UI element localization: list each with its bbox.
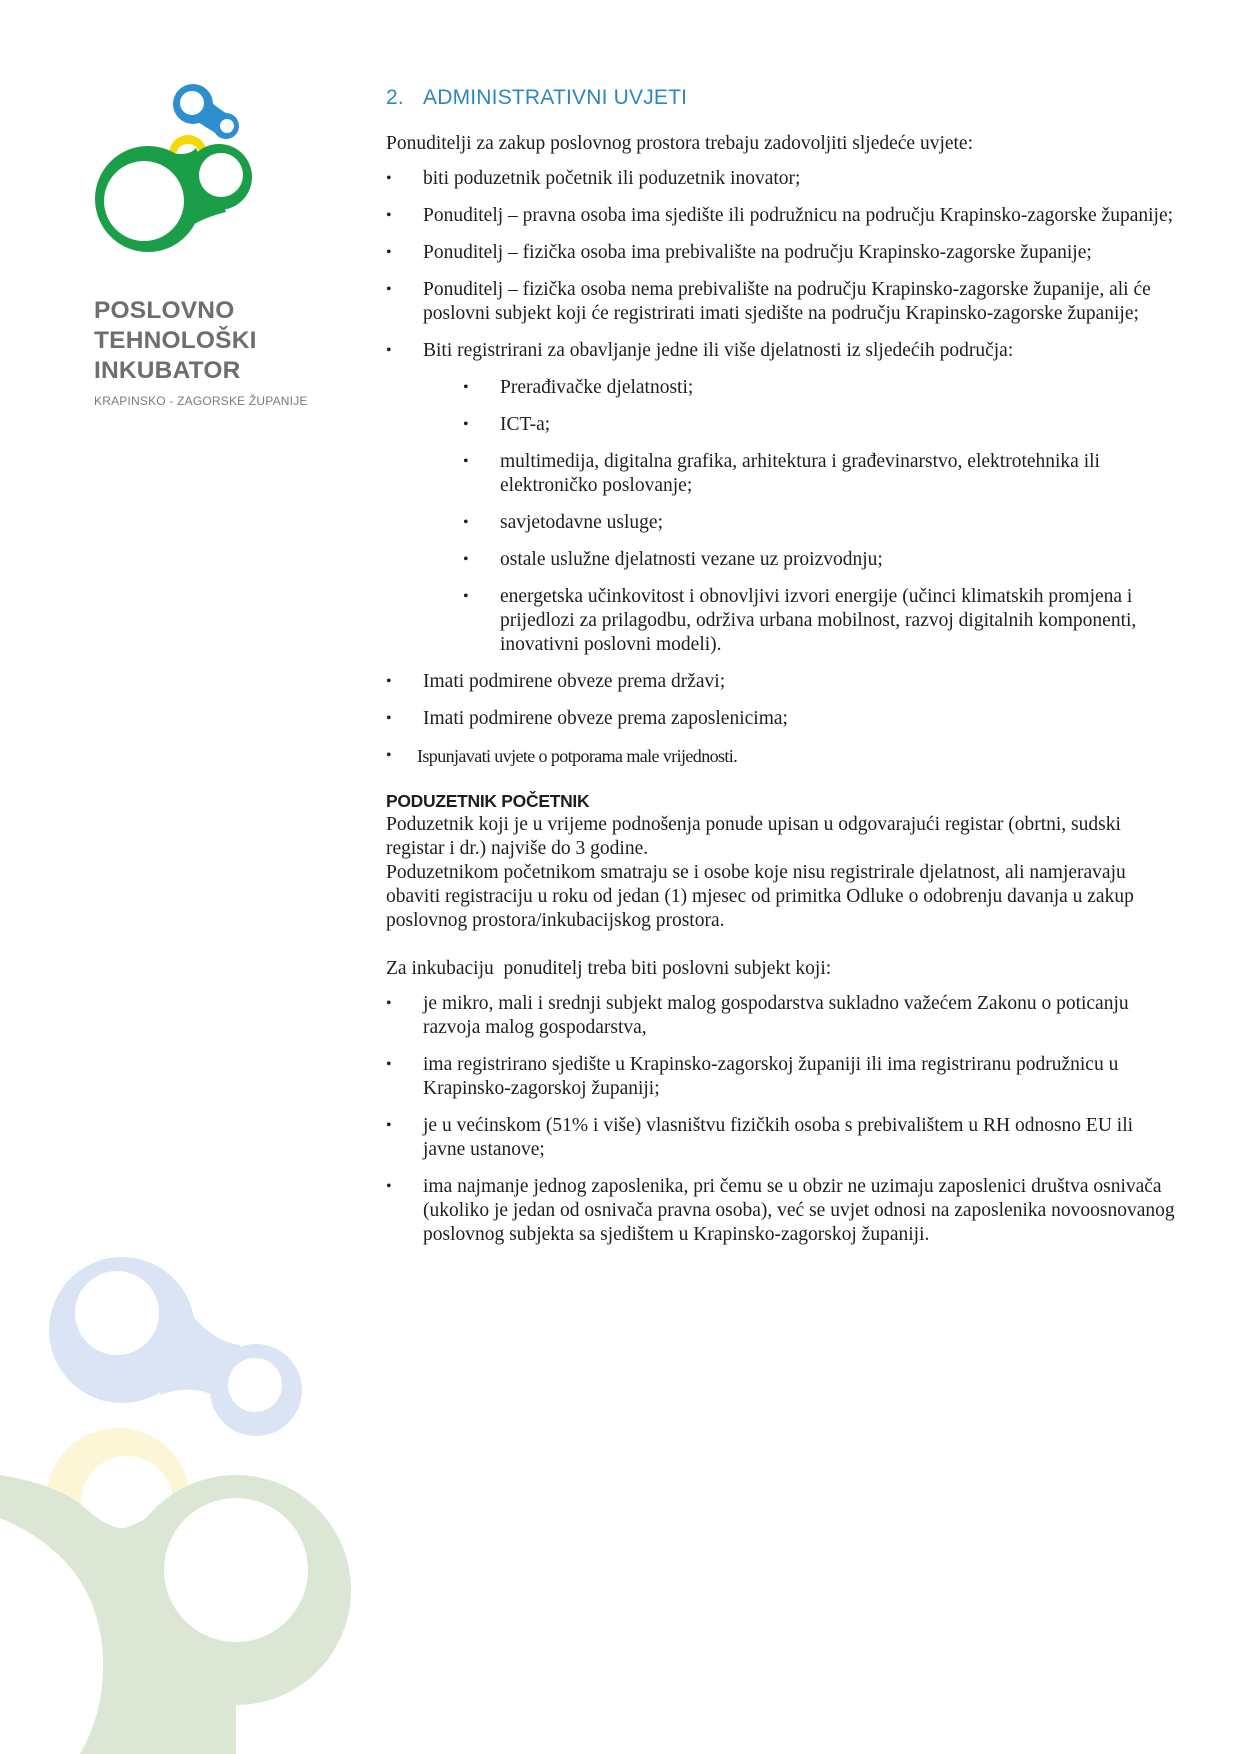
bullet-icon: • (386, 747, 392, 764)
list-item: • ima registrirano sjedište u Krapinsko-zagorskoj županiji ili ima registriranu podružnicu u Krapinsko-zagorskoj županiji; (386, 1054, 1119, 1099)
list-item: • Imati podmirene obveze prema državi; (386, 671, 726, 692)
sub-list-item: • savjetodavne usluge; (463, 512, 663, 533)
activity-areas-list (423, 376, 1176, 657)
sub-list-item: • ostale uslužne djelatnosti vezane uz proizvodnju; (463, 549, 883, 570)
sub-list-item: • multimedija, digitalna grafika, arhitektura i građevinarstvo, elektrotehnika ili elektroničko poslovanje; (463, 451, 1100, 496)
list-item: • biti poduzetnik početnik ili poduzetnik inovator; (386, 168, 801, 189)
bullet-icon: • (386, 673, 392, 690)
bullet-icon: • (386, 207, 392, 224)
list-item: • je u većinskom (51% i više) vlasništvu fizičkih osoba s prebivalištem u RH odnosno EU ili javne ustanove; (386, 1115, 1134, 1160)
startup-paragraph-2: Poduzetnikom početnikom smatraju se i osobe koje nisu registrirale djelatnost, ali namjeravaju obaviti registraciju u roku od jedan (1) mjesec od primitka Odluke o odobrenju davanja u zakup poslovnog prostora/inkubacijskog prostora. (386, 862, 1134, 931)
logo-line-3: INKUBATOR (94, 357, 241, 384)
startup-heading: PODUZETNIK POČETNIK (386, 791, 590, 811)
section-title-text: ADMINISTRATIVNI UVJETI (423, 86, 688, 109)
sub-list-item: • ICT-a; (463, 414, 551, 435)
bullet-icon: • (386, 995, 392, 1012)
bullet-icon: • (386, 1178, 392, 1195)
bullet-icon: • (386, 170, 392, 187)
bullet-icon: • (386, 710, 392, 727)
logo-line-1: POSLOVNO (94, 297, 235, 324)
list-item: • Ponuditelj – pravna osoba ima sjedište ili podružnicu na području Krapinsko-zagorske županije; (386, 205, 1174, 226)
list-item: • Imati podmirene obveze prema zaposlenicima; (386, 708, 788, 729)
bullet-icon: • (463, 453, 469, 470)
list-item: • Ponuditelj – fizička osoba ima prebivalište na području Krapinsko-zagorske županije; (386, 242, 1092, 263)
logo-subtitle: KRAPINSKO - ZAGORSKE ŽUPANIJE (94, 394, 308, 408)
bullet-icon: • (463, 588, 469, 605)
bullet-icon: • (463, 416, 469, 433)
bullet-icon: • (386, 1056, 392, 1073)
list-item: • ima najmanje jednog zaposlenika, pri čemu se u obzir ne uzimaju zaposlenici društva osnivača (ukoliko je jedan od osnivača pravna osoba), već se uvjet odnosi na zaposlenika novoosnovanog poslovnog subjekta sa sjedištem u Krapinsko-zagorskoj županiji. (386, 1176, 1175, 1245)
bullet-icon: • (463, 551, 469, 568)
incubation-requirements-list (386, 992, 1176, 1247)
watermark-blue-bubble (49, 1257, 302, 1436)
logo-line-2: TEHNOLOŠKI (94, 327, 257, 354)
bullet-icon: • (386, 281, 392, 298)
list-item: • Ispunjavati uvjete o potporama male vrijednosti. (386, 746, 738, 766)
decorative-bubbles-watermark (0, 1240, 400, 1754)
bullet-icon: • (386, 342, 392, 359)
incubator-logo-icon (86, 82, 276, 252)
incubation-intro: Za inkubaciju ponuditelj treba biti poslovni subjekt koji: (386, 958, 832, 979)
bullet-icon: • (386, 244, 392, 261)
conditions-intro: Ponuditelji za zakup poslovnog prostora trebaju zadovoljiti sljedeće uvjete: (386, 133, 974, 154)
section-title (386, 86, 1176, 110)
startup-paragraph-1: Poduzetnik koji je u vrijeme podnošenja ponude upisan u odgovarajući registar (obrtni, sudski registar i dr.) najviše do 3 godine. (386, 814, 1121, 859)
bullet-icon: • (463, 514, 469, 531)
list-item: • Ponuditelj – fizička osoba nema prebivalište na području Krapinsko-zagorske županije, ali će poslovni subjekt koji će registrirati imati sjedište na području Krapinsko-zagorske županije; (386, 279, 1151, 324)
watermark-green-bubble (0, 1475, 351, 1754)
document-content (386, 86, 1176, 1260)
section-number: 2. (386, 86, 404, 109)
logo-wordmark (94, 296, 308, 408)
conditions-list (386, 167, 1176, 769)
sub-list-item: • Prerađivačke djelatnosti; (463, 377, 694, 398)
bullet-icon: • (463, 379, 469, 396)
logo-green-bubble (95, 144, 252, 252)
list-item: • Biti registrirani za obavljanje jedne ili više djelatnosti iz sljedećih područja: • Prerađivačke djelatnosti; • ICT-a; • multimedija, digitalna grafika, arhitektura i građevinarstvo, elektrotehnika ili elektroničko poslovanje; • savjetodavne usluge; • ostale uslužne djelatnosti vezane uz proizvodnju; • energetska učinkovitost i obnovljivi izvori energije (učinci klimatskih promjena i prijedlozi za prilagodbu, održiva urbana mobilnost, razvoj digitalnih komponenti, inovativni poslovni modeli). (386, 339, 1176, 657)
logo-blue-bubble (173, 84, 239, 139)
sub-list-item: • energetska učinkovitost i obnovljivi izvori energije (učinci klimatskih promjena i prijedlozi za prilagodbu, održiva urbana mobilnost, razvoj digitalnih komponenti, inovativni poslovni modeli). (463, 586, 1137, 655)
list-item: • je mikro, mali i srednji subjekt malog gospodarstva sukladno važećem Zakonu o poticanju razvoja malog gospodarstva, (386, 993, 1129, 1038)
bullet-icon: • (386, 1117, 392, 1134)
